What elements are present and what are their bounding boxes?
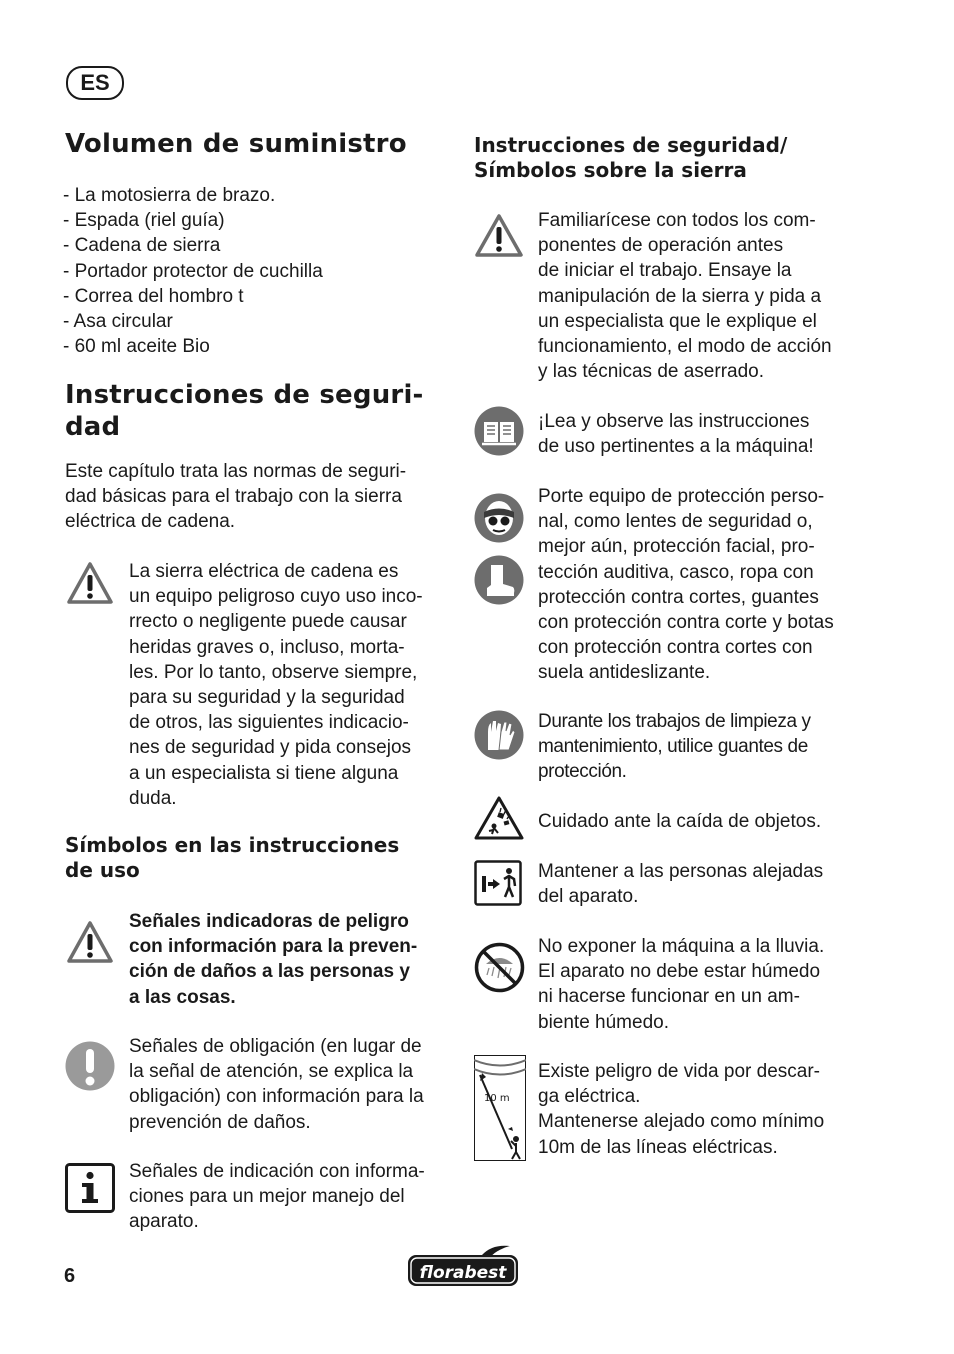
ppe-text: Porte equipo de protección perso- nal, como lentes de seguridad o, mejor aún, protección facial, pro- tección auditiva, casco, ropa con protección contra cortes, guantes con protección contra corte y botas con protección contra cortes con suela antideslizante.: [538, 486, 834, 684]
distance-label: 10 m: [484, 1093, 510, 1104]
warning-text: La sierra eléctrica de cadena es un equipo peligroso cuyo uso inco- rrecto o negligente puede causar heridas graves o, incluso, morta- les. Por lo tanto, observe siempre, para su seguridad y la seguridad de otros, las siguientes indicacio- nes de seguridad y pida consejos a un especialista si tiene alguna duda.: [129, 561, 423, 809]
language-badge: ES: [66, 66, 124, 100]
power-lines-text: Existe peligro de vida por descar- ga eléctrica. Mantenerse alejado como mínimo 10m de las líneas eléctricas.: [538, 1061, 825, 1158]
read-text: ¡Lea y observe las instrucciones de uso pertinentes a la máquina!: [538, 411, 814, 458]
symbols-title: Símbolos en las instrucciones de uso: [65, 833, 400, 882]
svg-text:florabest: florabest: [419, 1263, 507, 1283]
rain-text: No exponer la máquina a la lluvia. El aparato no debe estar húmedo ni hacerse funcionar en un am- biente húmedo.: [538, 936, 825, 1033]
no-rain-icon: [474, 942, 525, 993]
safety-boot-icon: [474, 555, 524, 605]
distance-text: Mantener a las personas alejadas del aparato.: [538, 861, 824, 908]
familiarize-text: Familiarícese con todos los com- ponentes de operación antes de iniciar el trabajo. Ensaye la manipulación de la sierra y pida a un especialista que le explique el funcionamiento, el modo de acción y las técnicas de aserrado.: [538, 210, 832, 383]
list-item: - La motosierra de brazo.: [63, 185, 276, 206]
face-protection-icon: [474, 493, 524, 543]
brand-logo: [406, 1244, 520, 1295]
list-item: - 60 ml aceite Bio: [63, 336, 210, 358]
falling-text: Cuidado ante la caída de objetos.: [538, 811, 822, 832]
list-item: - Correa del hombro t: [63, 285, 244, 307]
warning-triangle-icon: [66, 561, 114, 605]
supply-list: [63, 183, 443, 359]
gloves-text: Durante los trabajos de limpieza y mantenimiento, utilice guantes de protección.: [538, 711, 811, 783]
gloves-icon: [474, 710, 524, 760]
power-lines-icon: [474, 1055, 526, 1161]
symbol-danger-text: Señales indicadoras de peligro con información para la preven- ción de daños a las personas y a las cosas.: [129, 911, 418, 1008]
page-number: 6: [64, 1265, 76, 1287]
safety-title: Instrucciones de seguri- dad: [65, 380, 424, 442]
list-item: - Espada (riel guía): [63, 210, 225, 232]
manual-book-icon: [474, 406, 524, 456]
info-box-icon: [65, 1163, 115, 1213]
warning-triangle-icon: [66, 920, 114, 964]
symbol-info-text: Señales de indicación con informa- ciones para un mejor manejo del aparato.: [129, 1161, 425, 1233]
supply-title: Volumen de suministro: [65, 129, 407, 159]
list-item: - Asa circular: [63, 311, 173, 333]
warning-triangle-icon: [474, 213, 524, 258]
right-title: Instrucciones de seguridad/ Símbolos sobre la sierra: [474, 133, 788, 182]
list-item: - Portador protector de cuchilla: [63, 260, 323, 282]
keep-distance-icon: [474, 860, 522, 906]
list-item: - Cadena de sierra: [63, 235, 221, 257]
falling-objects-icon: [473, 795, 525, 841]
safety-intro: Este capítulo trata las normas de seguri- dad básicas para el trabajo con la sierra eléctrica de cadena.: [65, 461, 407, 533]
exclamation-circle-icon: [65, 1041, 115, 1091]
symbol-obligation-text: Señales de obligación (en lugar de la señal de atención, se explica la obligación) con información para la prevención de daños.: [129, 1036, 424, 1133]
